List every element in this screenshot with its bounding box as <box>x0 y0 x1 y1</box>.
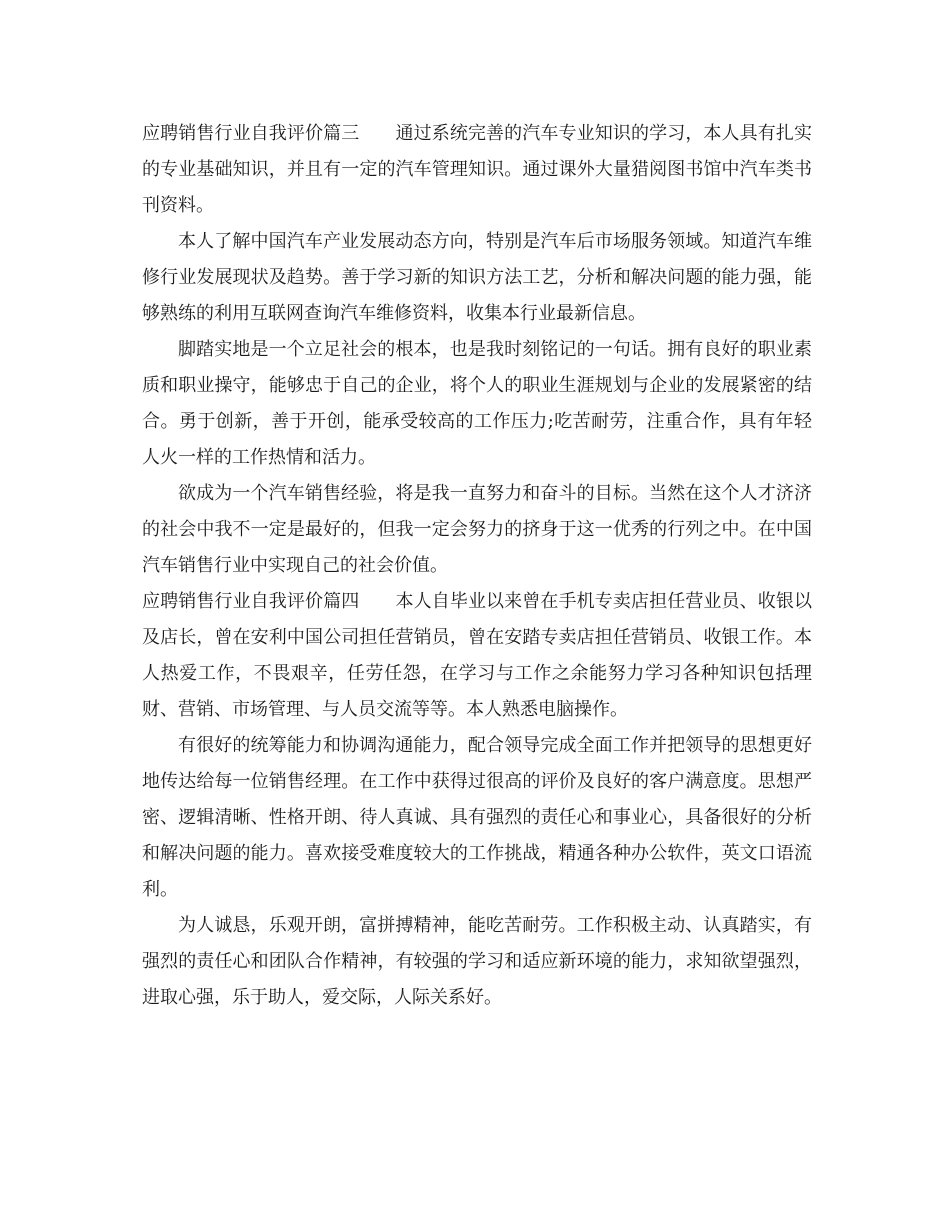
section-3-paragraph-1: 本人了解中国汽车产业发展动态方向，特别是汽车后市场服务领域。知道汽车维修行业发展现状及趋势。善于学习新的知识方法工艺，分析和解决问题的能力强，能够熟练的利用互联网查询汽车维修资料，收集本行业最新信息。 <box>142 231 812 324</box>
section-4-lead-text: 本人自毕业以来曾在手机专卖店担任营业员、收银以及店长，曾在安利中国公司担任营销员，曾在安踏专卖店担任营销员、收银工作。本人热爱工作，不畏艰辛，任劳任怨，在学习与工作之余能努力学习各种知识包括理财、营销、市场管理、与人员交流等等。本人熟悉电脑操作。 <box>142 591 813 720</box>
section-4-paragraph-1: 有很好的统筹能力和协调沟通能力，配合领导完成全面工作并把领导的思想更好地传达给每一位销售经理。在工作中获得过很高的评价及良好的客户满意度。思想严密、逻辑清晰、性格开朗、待人真诚、具有强烈的责任心和事业心，具备很好的分析和解决问题的能力。喜欢接受难度较大的工作挑战，精通各种办公软件，英文口语流利。 <box>142 735 812 900</box>
section-3-lead-paragraph <box>142 116 812 224</box>
section-3-heading: 应聘销售行业自我评价篇三 <box>142 123 360 144</box>
section-4-paragraph-2: 为人诚恳，乐观开朗，富拼搏精神，能吃苦耐劳。工作积极主动、认真踏实，有强烈的责任心和团队合作精神，有较强的学习和适应新环境的能力，求知欲望强烈，进取心强，乐于助人，爱交际，人际关系好。 <box>142 915 812 1008</box>
section-3-paragraph-2: 脚踏实地是一个立足社会的根本，也是我时刻铭记的一句话。拥有良好的职业素质和职业操守，能够忠于自己的企业，将个人的职业生涯规划与企业的发展紧密的结合。勇于创新，善于开创，能承受较高的工作压力;吃苦耐劳，注重合作，具有年轻人火一样的工作热情和活力。 <box>142 339 812 468</box>
section-3-paragraph-3: 欲成为一个汽车销售经验，将是我一直努力和奋斗的目标。当然在这个人才济济的社会中我不一定是最好的，但我一定会努力的挤身于这一优秀的行列之中。在中国汽车销售行业中实现自己的社会价值。 <box>142 483 812 576</box>
section-4-heading: 应聘销售行业自我评价篇四 <box>142 591 360 612</box>
section-4-lead-paragraph <box>142 584 812 728</box>
section-3-lead-text: 通过系统完善的汽车专业知识的学习，本人具有扎实的专业基础知识，并且有一定的汽车管理知识。通过课外大量猎阅图书馆中汽车类书刊资料。 <box>142 123 813 216</box>
document-body <box>142 116 812 1016</box>
